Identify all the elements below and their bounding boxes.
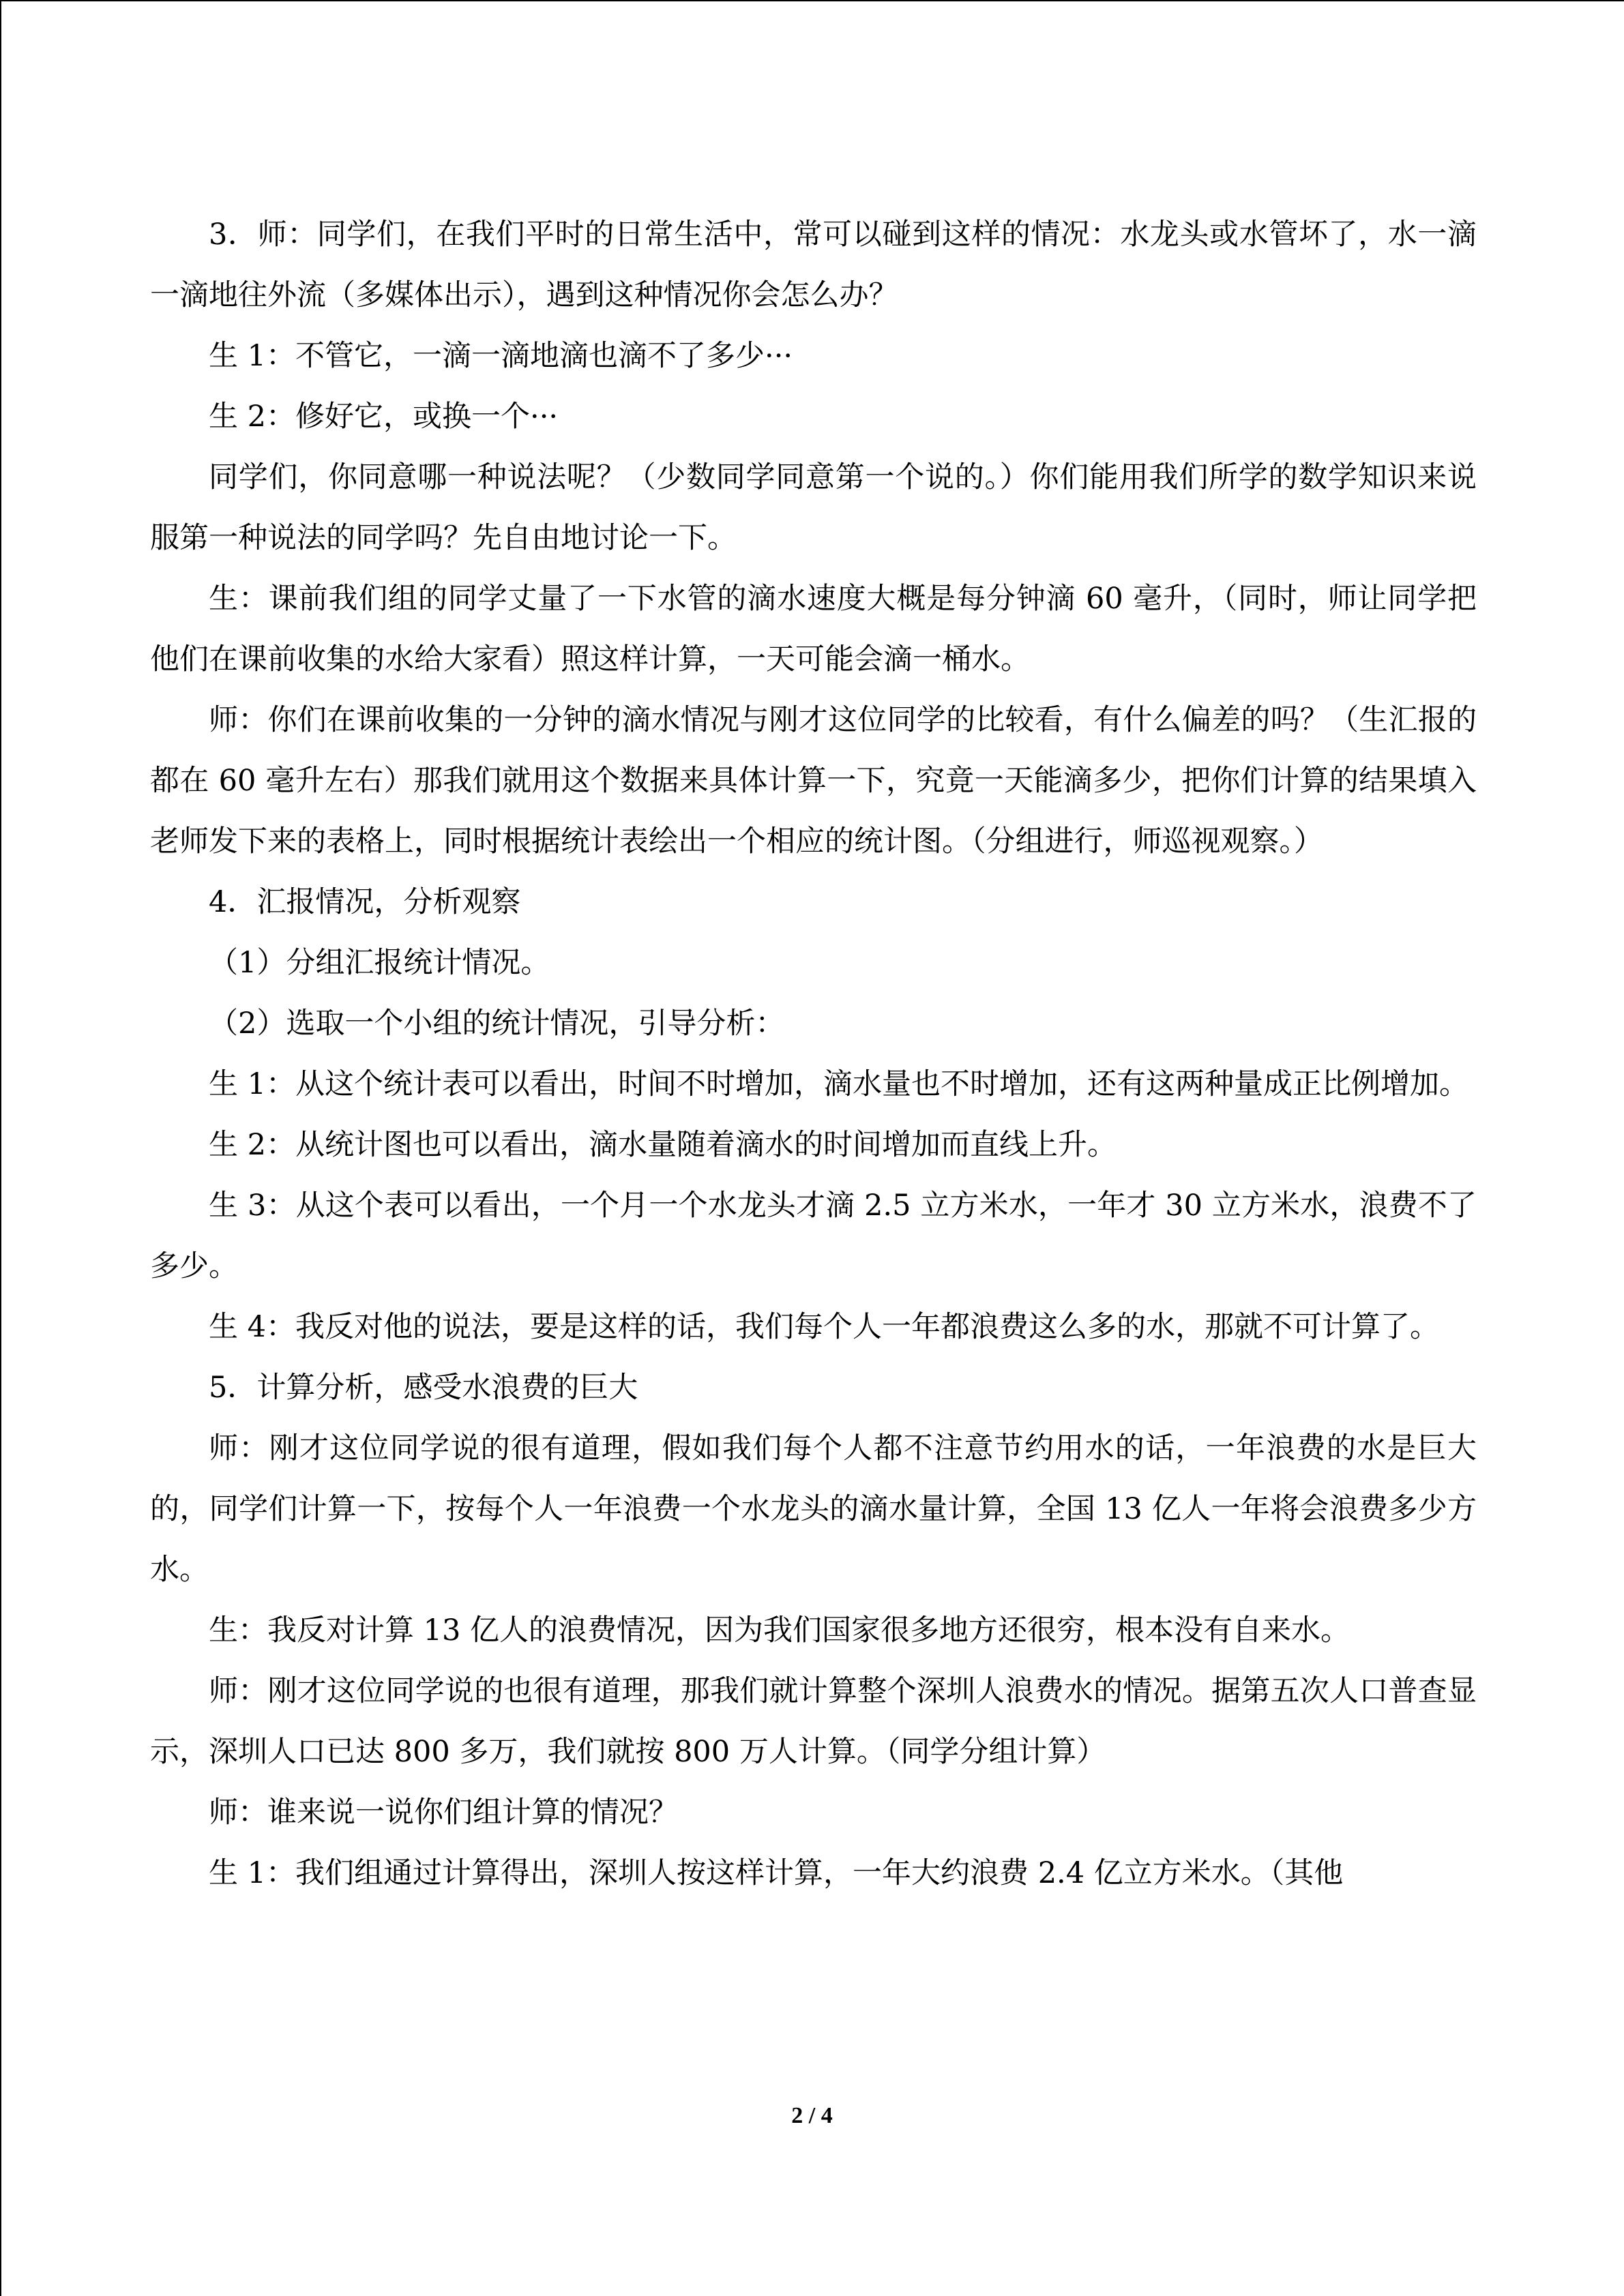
list-item-1: （1）分组汇报统计情况。 [209, 946, 550, 980]
paragraph-student-oppose-national: 生：我反对计算 13 亿人的浪费情况，因为我们国家很多地方还很穷，根本没有自来水。 [209, 1613, 1350, 1648]
document-body [150, 205, 1477, 1904]
paragraph-student4-oppose: 生 4：我反对他的说法，要是这样的话，我们每个人一年都浪费这么多的水，那就不可计算了。 [209, 1310, 1440, 1344]
paragraph-3-intro: 3．师：同学们，在我们平时的日常生活中，常可以碰到这样的情况：水龙头或水管坏了，水一滴一滴地往外流（多媒体出示），遇到这种情况你会怎么办？ [150, 218, 1477, 312]
paragraph-student-measure: 生：课前我们组的同学丈量了一下水管的滴水速度大概是每分钟滴 60 毫升，（同时，师让同学把他们在课前收集的水给大家看）照这样计算，一天可能会滴一桶水。 [150, 582, 1477, 676]
paragraph-teacher-question: 同学们，你同意哪一种说法呢？（少数同学同意第一个说的。）你们能用我们所学的数学知识来说服第一种说法的同学吗？先自由地讨论一下。 [150, 460, 1477, 555]
list-item-2: （2）选取一个小组的统计情况，引导分析： [209, 1007, 785, 1041]
page-number: 2 / 4 [791, 2103, 833, 2128]
paragraph-teacher-national: 师：刚才这位同学说的很有道理，假如我们每个人都不注意节约用水的话，一年浪费的水是巨大的，同学们计算一下，按每个人一年浪费一个水龙头的滴水量计算，全国 13 亿人一年将会浪费多少方水。 [150, 1431, 1477, 1587]
paragraph-teacher-shenzhen: 师：刚才这位同学说的也很有道理，那我们就计算整个深圳人浪费水的情况。据第五次人口普查显示，深圳人口已达 800 多万，我们就按 800 万人计算。（同学分组计算） [150, 1674, 1477, 1769]
paragraph-student2-chart: 生 2：从统计图也可以看出，滴水量随着滴水的时间增加而直线上升。 [209, 1128, 1117, 1162]
paragraph-student1-ignore: 生 1：不管它，一滴一滴地滴也滴不了多少··· [209, 339, 793, 373]
paragraph-student1-result: 生 1：我们组通过计算得出，深圳人按这样计算，一年大约浪费 2.4 亿立方米水。（其他 [209, 1856, 1344, 1890]
paragraph-student2-repair: 生 2：修好它，或换一个··· [209, 400, 559, 434]
section-heading-5: 5．计算分析，感受水浪费的巨大 [209, 1371, 638, 1405]
paragraph-teacher-compare: 师：你们在课前收集的一分钟的滴水情况与刚才这位同学的比较看，有什么偏差的吗？（生汇报的都在 60 毫升左右）那我们就用这个数据来具体计算一下，究竟一天能滴多少，把你们计算的结果填入老师发下来的表格上，同时根据统计表绘出一个相应的统计图。（分组进行，师巡视观察。） [150, 703, 1477, 859]
section-heading-4: 4．汇报情况，分析观察 [209, 885, 521, 919]
paragraph-teacher-ask: 师：谁来说一说你们组计算的情况？ [209, 1795, 678, 1830]
paragraph-student1-table: 生 1：从这个统计表可以看出，时间不时增加，滴水量也不时增加，还有这两种量成正比例增加。 [209, 1067, 1469, 1101]
paragraph-student3-volume: 生 3：从这个表可以看出，一个月一个水龙头才滴 2.5 立方米水，一年才 30 立方米水，浪费不了多少。 [150, 1189, 1477, 1283]
